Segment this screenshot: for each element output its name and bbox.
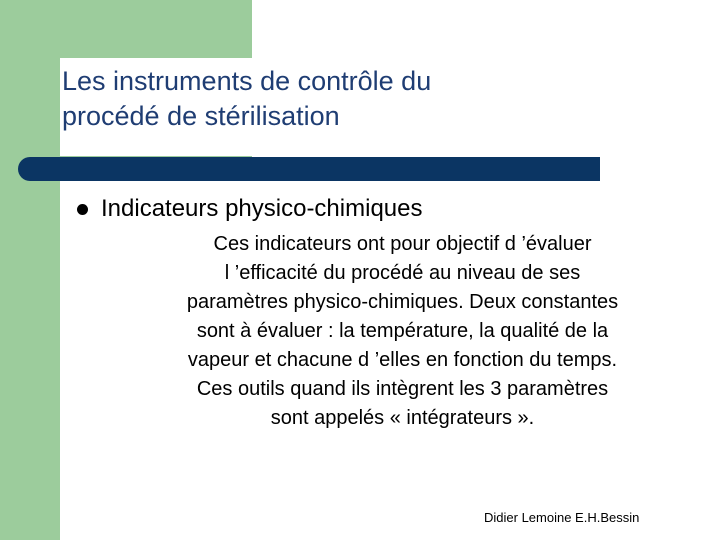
slide-title (62, 64, 622, 134)
title-line-2: procédé de stérilisation (62, 101, 340, 131)
footer-author: Didier Lemoine E.H.Bessin (484, 510, 640, 525)
bullet-dot-icon (77, 204, 88, 215)
body-paragraph (130, 230, 675, 433)
bullet-item (70, 194, 670, 224)
title-divider-bar (18, 157, 600, 181)
paragraph-line-4: sont à évaluer : la température, la qualité de la (196, 320, 609, 342)
paragraph-line-5: vapeur et chacune d ’elles en fonction du temps. (187, 349, 618, 371)
paragraph-line-3: paramètres physico-chimiques. Deux constantes (186, 291, 619, 313)
paragraph-line-6: Ces outils quand ils intègrent les 3 paramètres (196, 378, 609, 400)
paragraph-line-2: l ’efficacité du procédé au niveau de ses (224, 262, 581, 284)
paragraph-line-1: Ces indicateurs ont pour objectif d ’évaluer (213, 233, 592, 255)
paragraph-line-7: sont appelés « intégrateurs ». (270, 407, 535, 429)
bullet-text: Indicateurs physico-chimiques (101, 195, 423, 222)
title-line-1: Les instruments de contrôle du (62, 66, 432, 96)
